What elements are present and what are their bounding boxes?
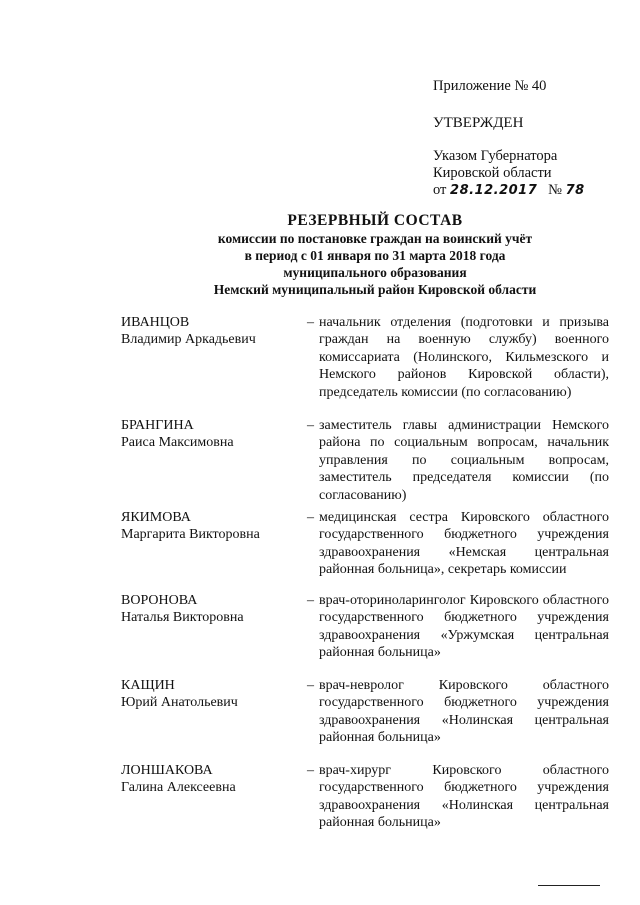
member-name (121, 314, 301, 349)
decree-date-line (433, 182, 633, 199)
title-line-1: комиссии по постановке граждан на воинский учёт (217, 231, 533, 246)
title-line-2: в период с 01 января по 31 марта 2018 года (244, 248, 506, 263)
dash-separator: – (307, 510, 314, 525)
member-description: заместитель главы администрации Немского района по социальным вопросам, начальник управления по социальным вопросам, заместитель председателя комиссии (по согласованию) (319, 418, 609, 503)
title-line-4: Немский муниципальный район Кировской области (213, 282, 537, 297)
member-given-name: Раиса Максимовна (121, 435, 234, 451)
member-description: врач-хирург Кировского областного государственного бюджетного учреждения здравоохранения «Нолинская центральная районная больница» (319, 763, 609, 831)
dash-separator: – (307, 593, 314, 608)
title-line-3: муниципального образования (283, 265, 467, 280)
member-description: врач-невролог Кировского областного государственного бюджетного учреждения здравоохранения «Нолинская центральная районная больница» (319, 678, 609, 746)
member-given-name: Галина Алексеевна (121, 780, 236, 796)
document-title: РЕЗЕРВНЫЙ СОСТАВ (287, 212, 463, 229)
member-name (121, 677, 301, 712)
member-name (121, 509, 301, 544)
dash-separator: – (307, 418, 314, 433)
handwritten-number: 78 (565, 183, 585, 198)
appendix-label: Приложение № 40 (433, 78, 547, 94)
approved-label: УТВЕРЖДЕН (433, 115, 524, 131)
decree-line-1: Указом Губернатора (433, 148, 558, 164)
footer-divider (538, 885, 600, 886)
member-given-name: Наталья Викторовна (121, 610, 244, 626)
decree-line-2: Кировской области (433, 165, 552, 181)
handwritten-date: 28.12.2017 (450, 183, 538, 198)
approval-header (433, 78, 633, 199)
member-surname: БРАНГИНА (121, 418, 194, 433)
member-name (121, 592, 301, 627)
member-surname: ВОРОНОВА (121, 593, 198, 608)
number-prefix: № (548, 182, 562, 198)
member-given-name: Маргарита Викторовна (121, 527, 260, 543)
member-given-name: Владимир Аркадьевич (121, 332, 256, 348)
member-surname: ИВАНЦОВ (121, 315, 190, 330)
member-name (121, 762, 301, 797)
dash-separator: – (307, 315, 314, 330)
member-surname: КАЩИН (121, 678, 175, 693)
member-given-name: Юрий Анатольевич (121, 695, 238, 711)
dash-separator: – (307, 678, 314, 693)
date-prefix: от (433, 182, 447, 198)
member-surname: ЯКИМОВА (121, 510, 191, 525)
member-description: начальник отделения (подготовки и призыва граждан на военную службу) военного комиссариата (Нолинского, Кильмезского и Немского районов Кировской области), председатель комиссии (по согласованию) (319, 315, 609, 400)
document-title-block (120, 211, 630, 298)
member-name (121, 417, 301, 452)
member-description: медицинская сестра Кировского областного государственного бюджетного учреждения здравоохранения «Немская центральная районная больница», секретарь комиссии (319, 510, 609, 578)
member-surname: ЛОНШАКОВА (121, 763, 213, 778)
dash-separator: – (307, 763, 314, 778)
member-description: врач-оториноларинголог Кировского областного государственного бюджетного учреждения здравоохранения «Уржумская центральная районная больница» (319, 593, 609, 661)
